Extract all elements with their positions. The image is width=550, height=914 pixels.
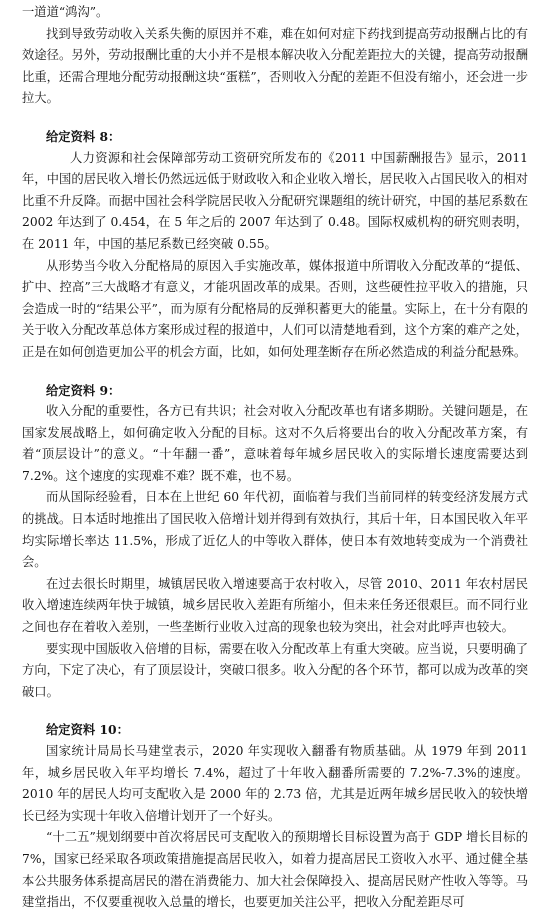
material-10-heading: 给定资料 10： bbox=[46, 722, 129, 738]
material-9-heading: 给定资料 9： bbox=[46, 382, 121, 398]
material-8-paragraph-2: 从形势当今收入分配格局的原因入手实施改革，媒体报道中所谓收入分配改革的“提低、扩中、控高”三大战略才有意义，才能巩固改革的成果。否则，这些硬性拉平收入的措施，只会造成一时的“结果公平”，而为原有分配格局的反弹积蓄更大的能量。实际上，在十分有限的关于收入分配改革总体方案形成过程的报道中，人们可以清楚地看到，这个方案的难产之处，正是在如何创造更加公平的机会方面，比如，如何处理垄断存在所必然造成的利益分配悬殊。 bbox=[22, 258, 528, 359]
material-10-paragraph-2: “十二五”规划纲要中首次将居民可支配收入的预期增长目标设置为高于 GDP 增长目标的 7%，国家已经采取各项政策措施提高居民收入，如着力提高居民工资收入水平、通过健全基本公共服务体系提高居民的潜在消费能力、加大社会保障投入、提高居民财产性收入等等。马建堂指出，不仅要重视收入总量的增长，也要更加关注公平，把收入分配差距尽可 bbox=[22, 830, 528, 910]
paragraph-labor-share: 找到导致劳动收入关系失衡的原因并不难，难在如何对症下药找到提高劳动报酬占比的有效途径。另外，劳动报酬比重的大小并不是根本解决收入分配差距拉大的关键，提高劳动报酬比重，还需合理地分配劳动报酬这块“蛋糕”，否则收入分配的差距不但没有缩小，还会进一步拉大。 bbox=[22, 26, 528, 106]
spacer bbox=[22, 703, 528, 719]
material-10-paragraph-1: 国家统计局局长马建堂表示，2020 年实现收入翻番有物质基础。从 1979 年到 2011 年，城乡居民收入年平均增长 7.4%，超过了十年收入翻番所需要的 7.2%-7.3%的速度。2010 年的居民人均可支配收入是 2000 年的 2.73 倍，尤其是近两年城乡居民收入的较快增长已经为实现十年收入倍增计划开了一个好头。 bbox=[22, 744, 528, 823]
material-9-paragraph-2: 而从国际经验看，日本在上世纪 60 年代初，面临着与我们当前同样的转变经济发展方式的挑战。日本适时地推出了国民收入倍增计划并得到有效执行，其后十年，日本国民收入年平均实际增长率达 11.5%，形成了近亿人的中等收入群体，使日本有效地转变成为一个消费社会。 bbox=[22, 490, 528, 570]
top-fragment: 一道道“鸿沟”。 bbox=[22, 5, 109, 19]
material-8-heading: 给定资料 8： bbox=[46, 128, 121, 144]
material-9-paragraph-3: 在过去很长时期里，城镇居民收入增速要高于农村收入，尽管 2010、2011 年农村居民收入增速连续两年快于城镇，城乡居民收入差距有所缩小，但未来任务还很艰巨。而不同行业之间也存在着收入差别，一些垄断行业收入过高的现象也较为突出，社会对此呼声也较大。 bbox=[22, 576, 528, 635]
spacer bbox=[22, 110, 528, 126]
material-9-paragraph-4: 要实现中国版收入倍增的目标，需要在收入分配改革上有重大突破。应当说，只要明确了方向，下定了决心，有了顶层设计，突破口很多。收入分配的各个环节，都可以成为改革的突破口。 bbox=[22, 641, 528, 699]
spacer bbox=[22, 364, 528, 380]
material-8-paragraph-1: 人力资源和社会保障部劳动工资研究所发布的《2011 中国薪酬报告》显示，2011 年，中国的居民收入增长仍然远远低于财政收入和企业收入增长，居民收入占国民收入的相对比重不升反降。而据中国社会科学院居民收入分配研究课题组的统计研究，中国的基尼系数在 2002 年达到了 0.454，在 5 年之后的 2007 年达到了 0.48。国际权威机构的研究则表明，在 2011 年，中国的基尼系数已经突破 0.55。 bbox=[22, 150, 528, 251]
material-9-paragraph-1: 收入分配的重要性，各方已有共识；社会对收入分配改革也有诸多期盼。关键问题是，在国家发展战略上，如何确定收入分配的目标。这对不久后将要出台的收入分配改革方案，有着“顶层设计”的意义。“十年翻一番”，意味着每年城乡居民收入的实际增长速度需要达到 7.2%。这个速度的实现难不难？既不难，也不易。 bbox=[22, 404, 528, 483]
